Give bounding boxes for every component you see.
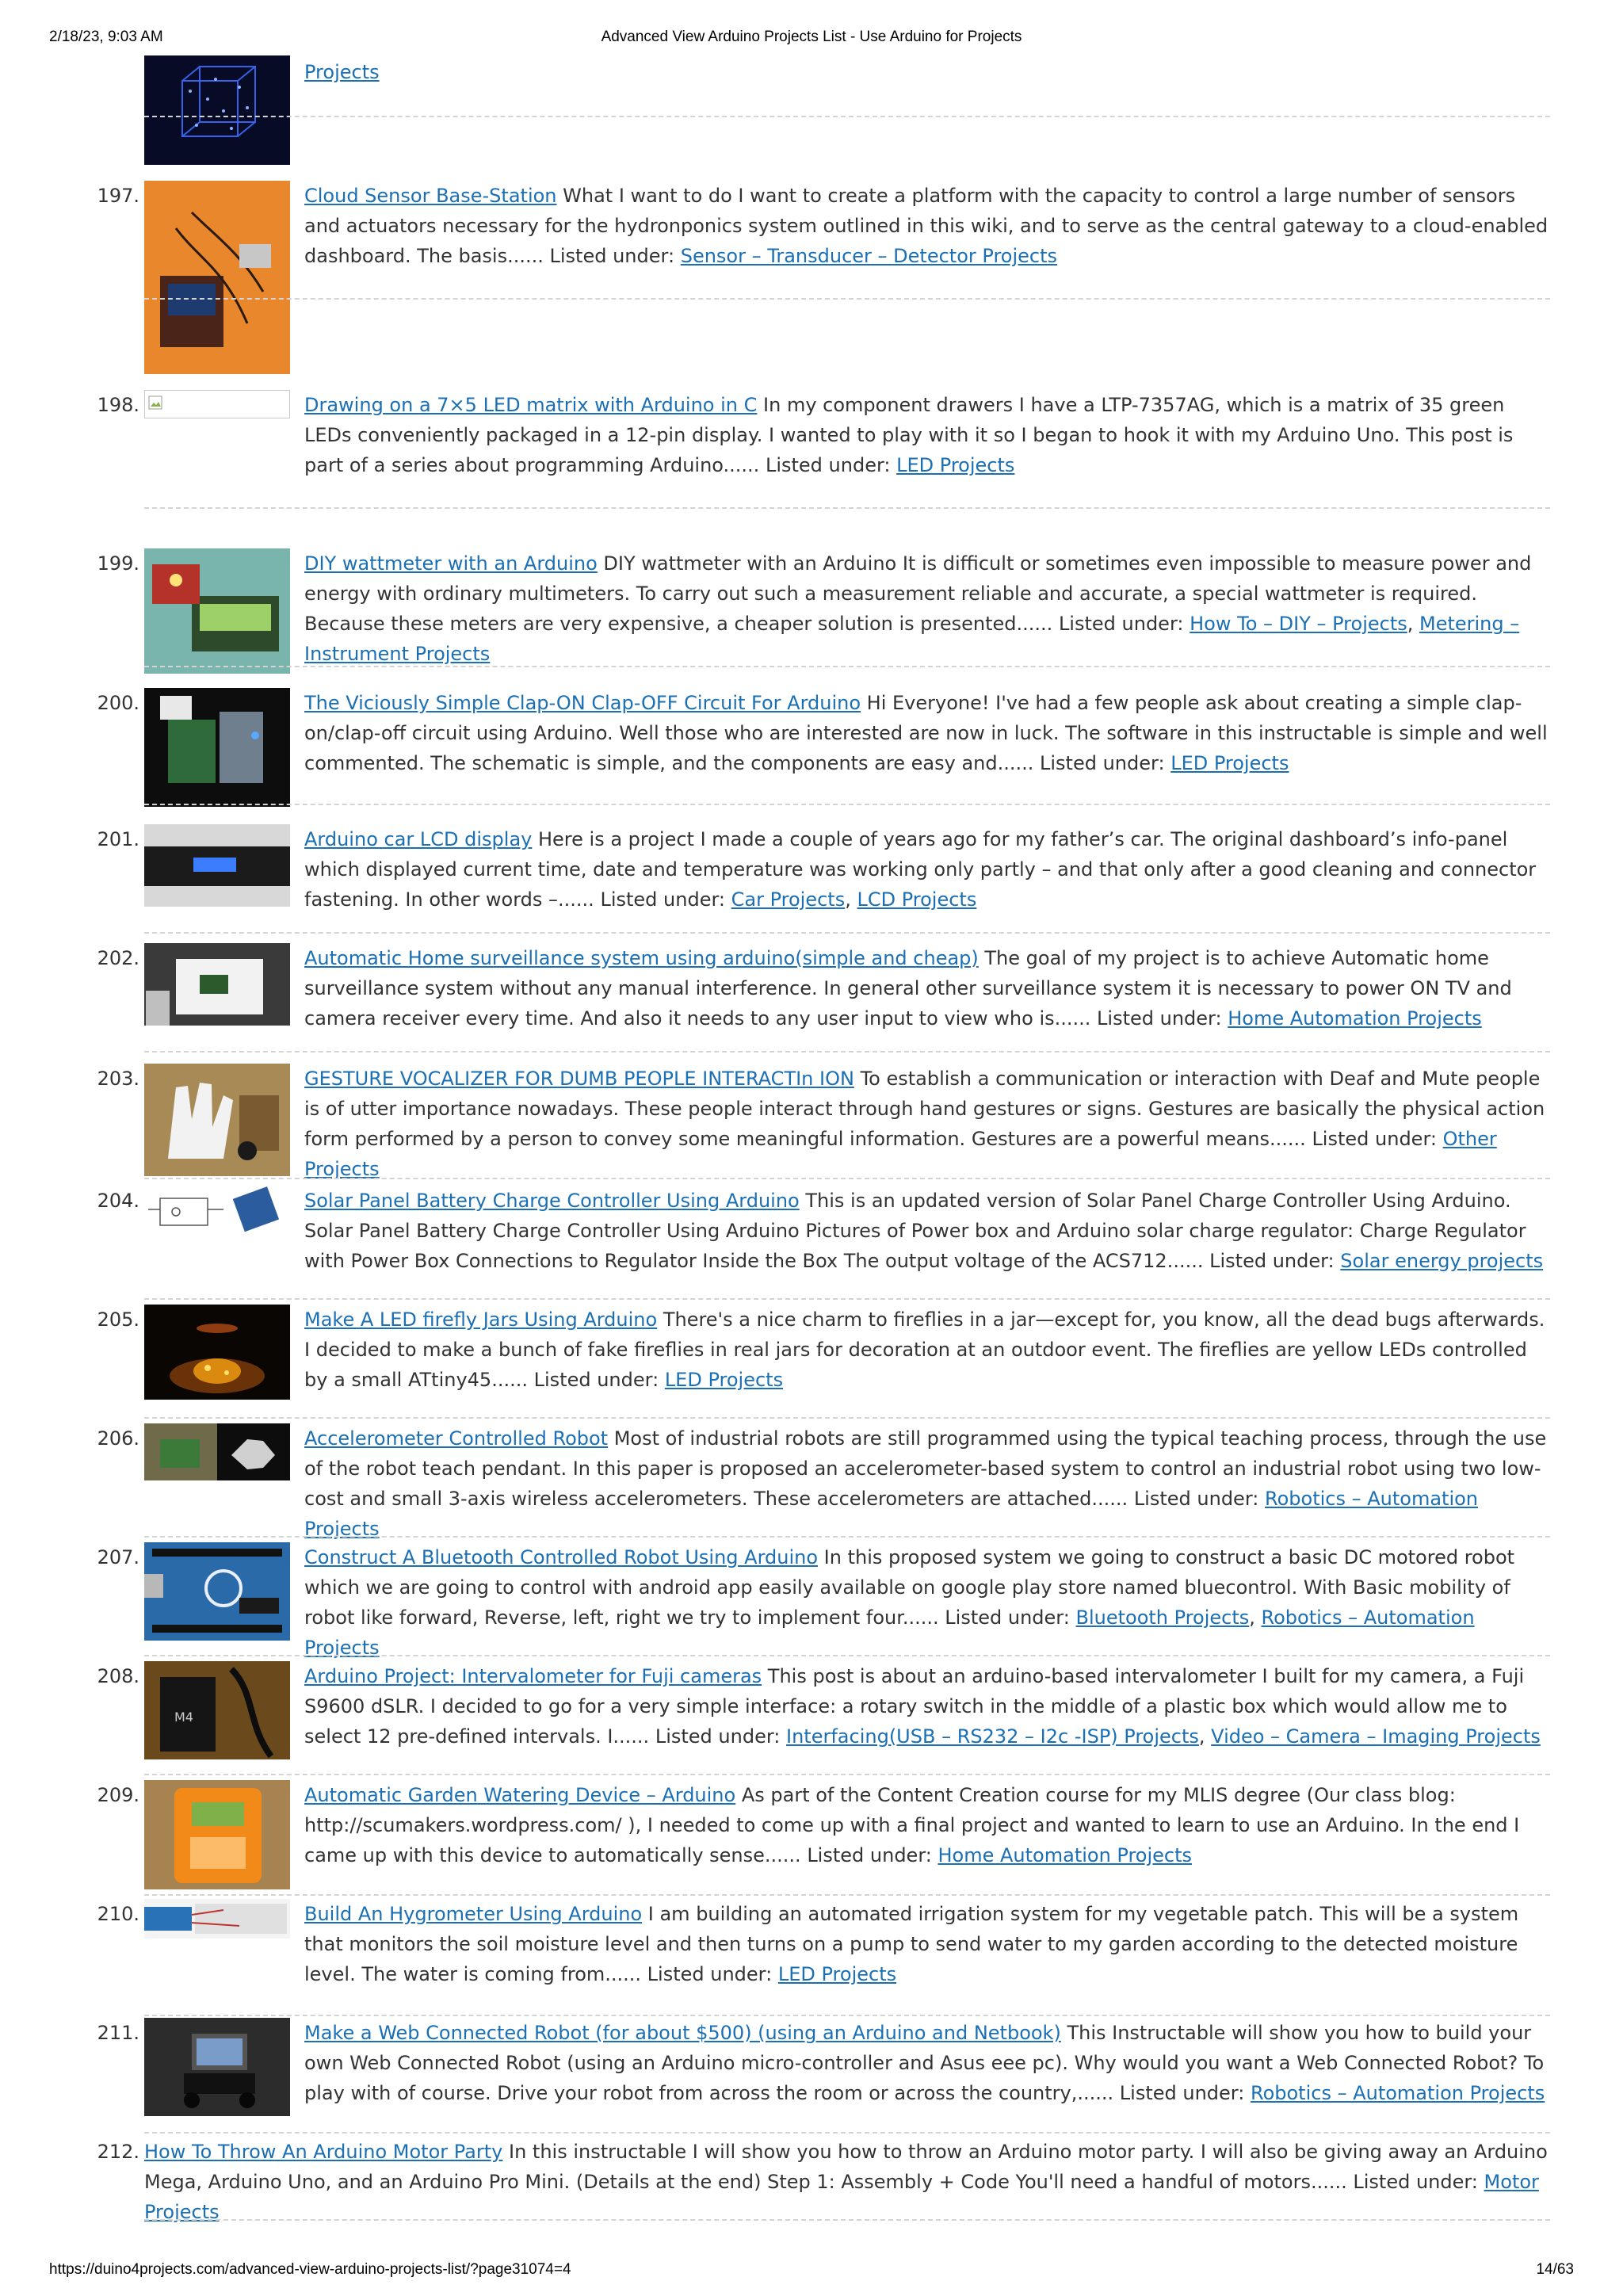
print-datetime: 2/18/23, 9:03 AM [49,29,163,45]
print-url: https://duino4projects.com/advanced-view-arduino-projects-list/?page31074=4 [49,2261,571,2278]
project-thumbnail[interactable] [144,1186,290,1241]
project-title-link[interactable]: DIY wattmeter with an Arduino [304,552,598,575]
project-title-link[interactable]: Build An Hygrometer Using Arduino [304,1903,643,1925]
project-thumbnail[interactable] [144,1423,290,1480]
project-text: Arduino Project: Intervalometer for Fuji cameras This post is about an arduino-based intervalometer I built for my camera, a Fuji S9600 dSLR. I decided to go for a very simple interface: a rotary switch in the middle of a plastic box which would allow me to select 12 pre-defined intervals. I...... Listed under: Interfacing(USB – RS232 – I2c -ISP) Projects, Video – Camera – Imaging Projects [304,1665,1541,1748]
separator [144,1178,1550,1179]
project-description: In my component drawers I have a LTP-7357AG, which is a matrix of 35 green LEDs conveniently packaged in a 12-pin display. I wanted to play with it so I began to hook it with my Arduino Uno. This post is part of a series about programming Arduino...... [304,394,1514,476]
project-title-link[interactable]: Construct A Bluetooth Controlled Robot Using Arduino [304,1546,819,1568]
category-link[interactable]: Video – Camera – Imaging Projects [1211,1725,1541,1748]
project-thumbnail[interactable] [144,688,290,807]
gesture-glove-image [144,1064,290,1176]
listed-under-label: Listed under: [533,1369,659,1391]
separator [144,1536,1550,1538]
charge-controller-image [144,1186,290,1241]
category-link[interactable]: Metering – Instrument Projects [304,613,1520,665]
project-text [304,181,1550,271]
category-link[interactable]: LED Projects [777,1963,897,1985]
led-cube-image [144,55,290,165]
separator [144,1655,1550,1656]
project-thumbnail[interactable] [144,1661,290,1759]
category-link[interactable]: Home Automation Projects [938,1844,1193,1866]
item-number: 205. [97,1308,139,1331]
category-link[interactable]: LED Projects [1170,752,1289,774]
project-description: I am building an automated irrigation system for my vegetable patch. This will be a system that monitors the soil moisture level and then turns on a pump to send water to my garden according to the detected moisture level. The water is coming from...... [304,1903,1519,1985]
listed-under-label: Listed under: [1040,752,1165,774]
separator [144,2219,1550,2221]
separator [144,804,1550,805]
project-text [304,1899,1550,1989]
listed-under-label: Listed under: [1097,1007,1222,1030]
print-header [49,29,1574,48]
listed-under-label: Listed under: [655,1725,781,1748]
project-text [304,943,1550,1033]
category-link[interactable]: LED Projects [664,1369,784,1391]
listed-under-label: Listed under: [1119,2082,1245,2104]
project-description: Most of industrial robots are still programmed using the typical teaching process, through the use of the robot teach pendant. In this paper is proposed an accelerometer-based system to control an industrial robot using two low-cost and small 3-axis wireless accelerometers. These accelerometers are attached...... [304,1427,1547,1510]
project-thumbnail[interactable] [144,1542,290,1641]
project-description: In this instructable I will show you how to throw an Arduino motor party. I will also be giving away an Arduino Mega, Arduino Uno, and an Arduino Pro Mini. (Details at the end) Step 1: Assembly + Code You'll need a handful of motors...... [144,2141,1548,2193]
separator [144,2015,1550,2016]
category-link[interactable]: Robotics – Automation Projects [1250,2082,1545,2104]
listed-under-label: Listed under: [945,1606,1070,1629]
clap-circuit-image [144,688,290,807]
item-number: 209. [97,1784,139,1806]
project-title-link[interactable]: Cloud Sensor Base-Station [304,185,557,207]
project-thumbnail[interactable] [144,1780,290,1889]
project-title-link[interactable]: Arduino Project: Intervalometer for Fuji cameras [304,1665,762,1687]
listed-under-label: Listed under: [647,1963,773,1985]
item-number: 204. [97,1190,139,1212]
project-description: In this proposed system we going to construct a basic DC motored robot which we are going to control with android app easily available on google play store named bluecontrol. With Basic mobility of robot like forward, Reverse, left, right we try to implement four...... [304,1546,1515,1629]
car-lcd-image [144,824,290,907]
separator [144,507,1550,509]
separator [144,1774,1550,1775]
print-page-number: 14/63 [1536,2261,1574,2278]
separator [144,932,1550,934]
category-link[interactable]: Home Automation Projects [1228,1007,1482,1030]
accelerometer-robot-image [144,1423,290,1480]
item-number: 202. [97,947,139,969]
category-link[interactable]: Projects [304,61,380,83]
separator [144,1894,1550,1896]
project-title-link[interactable]: Drawing on a 7×5 LED matrix with Arduino in C [304,394,758,416]
project-thumbnail[interactable] [144,1899,290,1939]
category-link[interactable]: Other Projects [304,1128,1497,1180]
category-link[interactable]: Motor Projects [144,2171,1539,2223]
item-number: 208. [97,1665,139,1687]
project-description: This Instructable will show you how to build your own Web Connected Robot (using an Arduino micro-controller and Asus eee pc). Why would you want a Web Connected Robot? To play with of course. Drive your robot from across the room or across the country,...... [304,2022,1545,2104]
project-title-link[interactable]: Make A LED firefly Jars Using Arduino [304,1308,658,1331]
separator [144,1051,1550,1052]
project-description: This is an updated version of Solar Panel Charge Controller Using Arduino. Solar Panel Battery Charge Controller Using Arduino Pictures of Power box and Arduino solar charge regulator: Charge Regulator with Power Box Connections to Regulator Inside the Box The output voltage of the ACS712...... [304,1190,1526,1272]
project-thumbnail[interactable] [144,943,290,1026]
category-link[interactable]: Bluetooth Projects [1075,1606,1250,1629]
item-number: 201. [97,828,139,850]
project-description: To establish a communication or interaction with Deaf and Mute people is of utter importance nowadays. These people interact through hand gestures or signs. Gestures are basically the physical action form performed by a person to convey some meaningful information. Gestures are a powerful means...... [304,1068,1545,1150]
item-number: 212. [97,2141,139,2163]
category-link[interactable]: Robotics – Automation Projects [304,1606,1475,1659]
item-number: 203. [97,1068,139,1090]
category-link[interactable]: Car Projects [731,888,846,911]
broken-image-icon [148,395,164,411]
item-number: 206. [97,1427,139,1450]
listed-under-label: Listed under: [600,888,725,911]
category-link[interactable]: LED Projects [896,454,1015,476]
category-link[interactable]: Robotics – Automation Projects [304,1488,1479,1540]
sensor-board-image [144,181,290,374]
separator [144,666,1550,667]
project-title-link[interactable]: The Viciously Simple Clap-ON Clap-OFF Circuit For Arduino [304,692,861,714]
project-text: Construct A Bluetooth Controlled Robot Using Arduino In this proposed system we going to construct a basic DC motored robot which we are going to control with android app easily available on google play store named bluecontrol. With Basic mobility of robot like forward, Reverse, left, right we try to implement four...... Listed under: Bluetooth Projects, Robotics – Automation Projects [304,1546,1515,1659]
project-text [304,688,1550,778]
category-link[interactable]: LCD Projects [857,888,977,911]
project-thumbnail[interactable] [144,1305,290,1400]
project-text: Arduino car LCD display Here is a project I made a couple of years ago for my father’s car. The original dashboard’s info-panel which displayed current time, date and temperature was working only partly – and that only after a good cleaning and connector fastening. In other words –...... Listed under: Car Projects, LCD Projects [304,828,1537,911]
project-description: This post is about an arduino-based intervalometer I built for my camera, a Fuji S9600 dSLR. I decided to go for a very simple interface: a rotary switch in the middle of a plastic box which would allow me to select 12 pre-defined intervals. I...... [304,1665,1525,1748]
project-thumbnail[interactable] [144,548,290,674]
listed-under-label: Listed under: [1209,1250,1335,1272]
project-thumbnail[interactable] [144,824,290,907]
project-title-link[interactable]: GESTURE VOCALIZER FOR DUMB PEOPLE INTERACTIn ION [304,1068,854,1090]
project-text [304,1423,1550,1544]
project-text [304,1305,1550,1395]
category-link[interactable]: Solar energy projects [1340,1250,1544,1272]
project-description: As part of the Content Creation course for my MLIS degree (Our class blog: http://scumakers.wordpress.com/ ), I needed to come up with a final project and wanted to learn to use an Arduino. In the end I came up with this device to automatically sense...... [304,1784,1520,1866]
listed-under-label: Listed under: [1058,613,1184,635]
separator [144,1298,1550,1300]
surveillance-image [144,943,290,1026]
intervalometer-image [144,1661,290,1759]
category-link[interactable]: Sensor – Transducer – Detector Projects [680,245,1058,267]
project-thumbnail[interactable] [144,1064,290,1176]
category-link[interactable]: How To – DIY – Projects [1190,613,1407,635]
listed-under-label: Listed under: [1133,1488,1259,1510]
category-link[interactable]: Interfacing(USB – RS232 – I2c -ISP) Projects [786,1725,1199,1748]
separator [144,2132,1550,2134]
project-text [304,57,1550,87]
project-description: There's a nice charm to fireflies in a jar—except for, you know, all the dead bugs afterwards. I decided to make a bunch of fake fireflies in real jars for decoration at an outdoor event. The fireflies are yellow LEDs controlled by a small ATtiny45...... [304,1308,1545,1391]
web-robot-image [144,2018,290,2116]
project-text: DIY wattmeter with an Arduino DIY wattmeter with an Arduino It is difficult or sometimes even impossible to measure power and energy with ordinary multimeters. To carry out such a measurement reliable and accurate, a special wattmeter is required. Because these meters are very expensive, a cheaper solution is presented...... Listed under: How To – DIY – Projects, Metering – Instrument Projects [304,552,1532,665]
project-title-link[interactable]: Arduino car LCD display [304,828,533,850]
project-description: What I want to do I want to create a platform with the capacity to control a large number of sensors and actuators necessary for the hydronponics system outlined in this wiki, and to serve as the central gateway to a cloud-enabled dashboard. The basis...... [304,185,1549,267]
arduino-board-image [144,1542,290,1641]
item-number: 198. [97,394,139,416]
separator [144,298,1550,300]
project-description: The goal of my project is to achieve Automatic home surveillance system without any manual interference. In general other surveillance system it is necessary to power ON TV and camera receiver every time. And also it needs to any user input to view who is...... [304,947,1512,1030]
firefly-jar-image [144,1305,290,1400]
separator [144,116,1550,117]
project-text [304,2018,1550,2108]
item-number: 211. [97,2022,139,2044]
garden-watering-image [144,1780,290,1889]
item-number: 207. [97,1546,139,1568]
item-number: 199. [97,552,139,575]
project-thumbnail-broken[interactable] [144,390,290,418]
listed-under-label: Listed under: [807,1844,932,1866]
project-text [304,390,1550,480]
project-text [304,1064,1550,1184]
project-thumbnail[interactable] [144,2018,290,2116]
item-number: 210. [97,1903,139,1925]
project-text [304,1186,1550,1276]
listed-under-label: Listed under: [1312,1128,1437,1150]
wattmeter-image [144,548,290,674]
separator [144,1417,1550,1419]
project-title-link[interactable]: Automatic Garden Watering Device – Arduino [304,1784,736,1806]
listed-under-label: Listed under: [1353,2171,1478,2193]
project-title-link[interactable]: Automatic Home surveillance system using arduino(simple and cheap) [304,947,979,969]
project-description: Hi Everyone! I've had a few people ask about creating a simple clap-on/clap-off circuit using Arduino. Well those who are interested are now in luck. The software in this instructable is simple and well commented. The schematic is simple, and the components are easy and...... [304,692,1548,774]
project-title-link[interactable]: How To Throw An Arduino Motor Party [144,2141,503,2163]
listed-under-label: Listed under: [549,245,675,267]
project-thumbnail[interactable] [144,55,290,165]
hygrometer-image [144,1899,290,1939]
print-page-title: Advanced View Arduino Projects List - Use Arduino for Projects [601,29,1022,45]
project-description: DIY wattmeter with an Arduino It is difficult or sometimes even impossible to measure power and energy with ordinary multimeters. To carry out such a measurement reliable and accurate, a special wattmeter is required. Because these meters are very expensive, a cheaper solution is presented...... [304,552,1532,635]
project-thumbnail[interactable] [144,181,290,374]
project-title-link[interactable]: Solar Panel Battery Charge Controller Using Arduino [304,1190,800,1212]
project-description: Here is a project I made a couple of years ago for my father’s car. The original dashboard’s info-panel which displayed current time, date and temperature was working only partly – and that only after a good cleaning and connector fastening. In other words –...... [304,828,1537,911]
listed-under-label: Listed under: [765,454,891,476]
project-text [304,1780,1550,1870]
project-title-link[interactable]: Accelerometer Controlled Robot [304,1427,609,1450]
svg-text:M4: M4 [174,1710,193,1725]
item-number: 197. [97,185,139,207]
print-footer [49,2261,1574,2280]
project-title-link[interactable]: Make a Web Connected Robot (for about $500) (using an Arduino and Netbook) [304,2022,1061,2044]
item-number: 200. [97,692,139,714]
project-text [144,2137,1550,2227]
